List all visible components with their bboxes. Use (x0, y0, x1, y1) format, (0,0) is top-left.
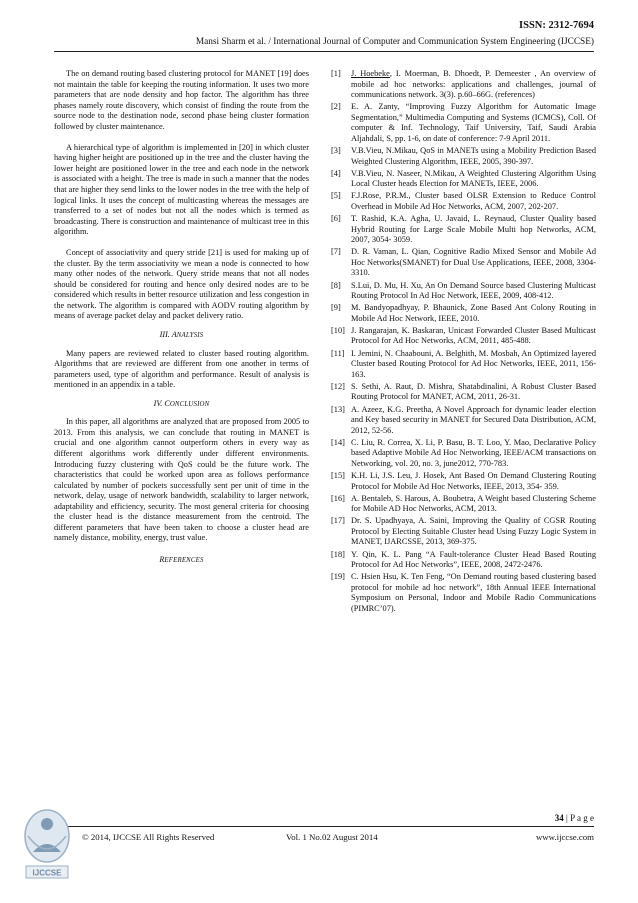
reference-item: [10] J. Rangarajan, K. Baskaran, Unicast Forwarded Cluster Based Multicast Protocol for Ad Hoc Networks, ACM, 2011, 485-488. (331, 325, 596, 346)
reference-item: [18] Y. Qin, K. L. Pang “A Fault-tolerance Cluster Head Based Routing Protocol for Ad Hoc Networks”, IEEE, 2008, 2472-2476. (331, 549, 596, 570)
header-divider (54, 51, 594, 52)
reference-item: [11] I. Jemini, N. Chaabouni, A. Belghith, M. Mosbah, An Optimized layered Cluster based Routing Protocol for Ad Hoc Networks, IEEE, 2011, 156-163. (331, 348, 596, 379)
reference-item: [14] C. Liu, R. Correa, X. Li, P. Basu, B. T. Loo, Y. Mao, Declarative Policy based Adaptive Mobile Ad Hoc Networking, IEEE/ACM transactions on Networking, vol. 20, no. 3, june2012, 770-783. (331, 437, 596, 468)
paragraph-hierarchical-algorithm: A hierarchical type of algorithm is implemented in [20] in which cluster having higher height are positioned up in the tree and the cluster having the lower height are positioned lower in the tree and each node in the network is associated with a height. The tree is made in such a manner that the nodes that are higher they send links to the lower nodes in the tree with the help of logical links. It uses the concept of multicasting whereas the messages are transferred to a set of nodes but not all the nodes which is termed as broadcasting. There is construction and maintenance of multicast tree in this algorithm. (54, 142, 309, 237)
footer-volume: Vol. 1 No.02 August 2014 (286, 832, 378, 842)
reference-item: [9] M. Bandyopadhyay, P. Bhaunick, Zone Based Ant Colony Routing in Mobile Ad Hoc Network, IEEE, 2010. (331, 303, 596, 323)
reference-item: [8] S.Lui, D. Mu, H. Xu, An On Demand Source based Clustering Multicast Routing Protocol In Ad Hoc Network, IEEE, 2009, 408-412. (331, 280, 596, 301)
header-issn: ISSN: 2312-7694 (519, 20, 594, 31)
journal-logo-icon (20, 806, 74, 884)
footer-divider (54, 826, 594, 827)
reference-item: [7] D. R. Vaman, L. Qian, Cognitive Radio Mixed Sensor and Mobile Ad Hoc Networks(SMANET) for Dual Use Applications, IEEE, 2008, 3304-3310. (331, 247, 596, 278)
paragraph-conclusion: In this paper, all algorithms are analyzed that are proposed from 2005 to 2013. From this analysis, we can conclude that routing in MANET is crucial and one algorithm cannot outperform others in every way as different algorithms work differently under different environments. Introducing fuzzy clustering with QoS could be the future work. The characteristics that could be worked upon area as follows performance calculated by number of pockets successfully sent per unit of time in the network, delay, usage of network bandwidth, scalability to larger network, adaptability and efficiency, security. The most general criteria for choosing the cluster head is the distance measurement from the centroid. The different parameters that have been taken to choose a cluster head are namely distance, mobility, energy, trust value. (54, 417, 309, 543)
svg-text:IJCCSE: IJCCSE (32, 868, 62, 878)
reference-item: [2] E. A. Zanty, “Improving Fuzzy Algorithm for Automatic Image Segmentation,” Multimedia Computing and Systems (ICMCS), Coll. Of computer & Inf. Technology, Taif University, Taif, Saudi Arabia Aljahdali, S, pp. 1-6, on date of conference: 7-9 April 2011. (331, 102, 596, 143)
section-heading-references: REFERENCES (159, 554, 204, 564)
paragraph-associativity: Concept of associativity and query stride [21] is used for making up of the cluster. By the term associativity we mean a node is connected to how many other nodes of the network. Query stride means that not all nodes should be considered for routing and hence only desired nodes are to be considered which results in better resource utilization and less congestion in the network. The algorithm is compared with AODV routing algorithm by means of average packet delay and packet delivery ratio. (54, 248, 309, 321)
section-heading-conclusion: IV. CONCLUSION (153, 398, 210, 408)
reference-item: [17] Dr. S. Upadhyaya, A. Saini, Improving the Quality of CGSR Routing Protocol by Electing Suitable Cluster head Using Fuzzy Logic System in MANET, IJARCSSE, 2013, 369-375. (331, 516, 596, 547)
reference-item: [15] K.H. Li, J.S. Leu, J. Hosek, Ant Based On Demand Clustering Routing Protocol for Mobile Ad Hoc Networks, IEEE, 2013, 354- 359. (331, 471, 596, 491)
left-column (54, 69, 309, 573)
paragraph-clustering-protocol: The on demand routing based clustering protocol for MANET [19] does not maintain the table for keeping the routing information. It uses two more parameters that are node density and hop factor. The algorithm has three phases namely route discovery, which consist of finding the route from the source node to the destination node, second phase being cluster formation followed by cluster maintenance. (54, 69, 309, 131)
reference-item: [6] T. Rashid, K.A. Agha, U. Javaid, L. Reynaud, Cluster Quality based Hybrid Routing for Large Scale Mobile Multi hop Networks, ACM, 2007, 3054- 3059. (331, 214, 596, 245)
paragraph-analysis: Many papers are reviewed related to cluster based routing algorithm. Algorithms that are reviewed are different from one another in terms of parameters used, type of algorithm and performance. Result of analysis is mentioned in an appendix in a table. (54, 348, 309, 390)
reference-item: [5] F.J.Rose, P.R.M., Cluster based OLSR Extension to Reduce Control Overhead in Mobile Ad Hoc Networks, ACM, 2007, 202-207. (331, 191, 596, 211)
reference-item: [19] C. Hsien Hsu, K. Ten Feng, “On Demand routing based clustering based protocol for mobile ad hoc network”, 18th Annual IEEE International Symposium on Personal, Indoor and Mobile Radio Communications (PIMRC’07). (331, 572, 596, 613)
header-journal-line: Mansi Sharm et al. / International Journal of Computer and Communication System Engineering (IJCCSE) (195, 37, 594, 47)
reference-item: [12] S. Sethi, A. Raut, D. Mishra, Shatabdinalini, A Robust Cluster Based Routing Protocol for MANET, ACM, 2011, 26-31. (331, 381, 596, 402)
footer-website: www.ijccse.com (535, 832, 594, 842)
footer-copyright: © 2014, IJCCSE All Rights Reserved (82, 832, 215, 842)
reference-item: [3] V.B.Vieu, N.Mikau, QoS in MANETs using a Mobility Prediction Based Weighted Clustering Algorithm, IEEE, 2005, 390-397. (331, 146, 596, 166)
reference-item: [1] J. Hoebeke, I. Moerman, B. Dhoedt, P. Demeester , An overview of mobile ad hoc networks: applications and challenges, journal of communications network. 3(3). p.60–66G. (references) (331, 69, 596, 100)
reference-item: [13] A. Azeez, K.G. Preetha, A Novel Approach for dynamic leader election and Key based security in MANET for Secured Data Distribution, ACM, 2012, 52-56. (331, 404, 596, 435)
page-number: 34 | P a g e (554, 813, 594, 823)
reference-item: [16] A. Bentaleb, S. Harous, A. Boubetra, A Weight based Clustering Scheme for Mobile AD Hoc Networks, ACM, 2013. (331, 493, 596, 514)
reference-item: [4] V.B.Vieu, N. Naseer, N.Mikau, A Weighted Clustering Algorithm Using Local Cluster heads Election for MANETs, IEEE, 2006. (331, 168, 596, 189)
section-heading-analysis: III. ANALYSIS (159, 330, 204, 340)
references-list (331, 69, 596, 616)
